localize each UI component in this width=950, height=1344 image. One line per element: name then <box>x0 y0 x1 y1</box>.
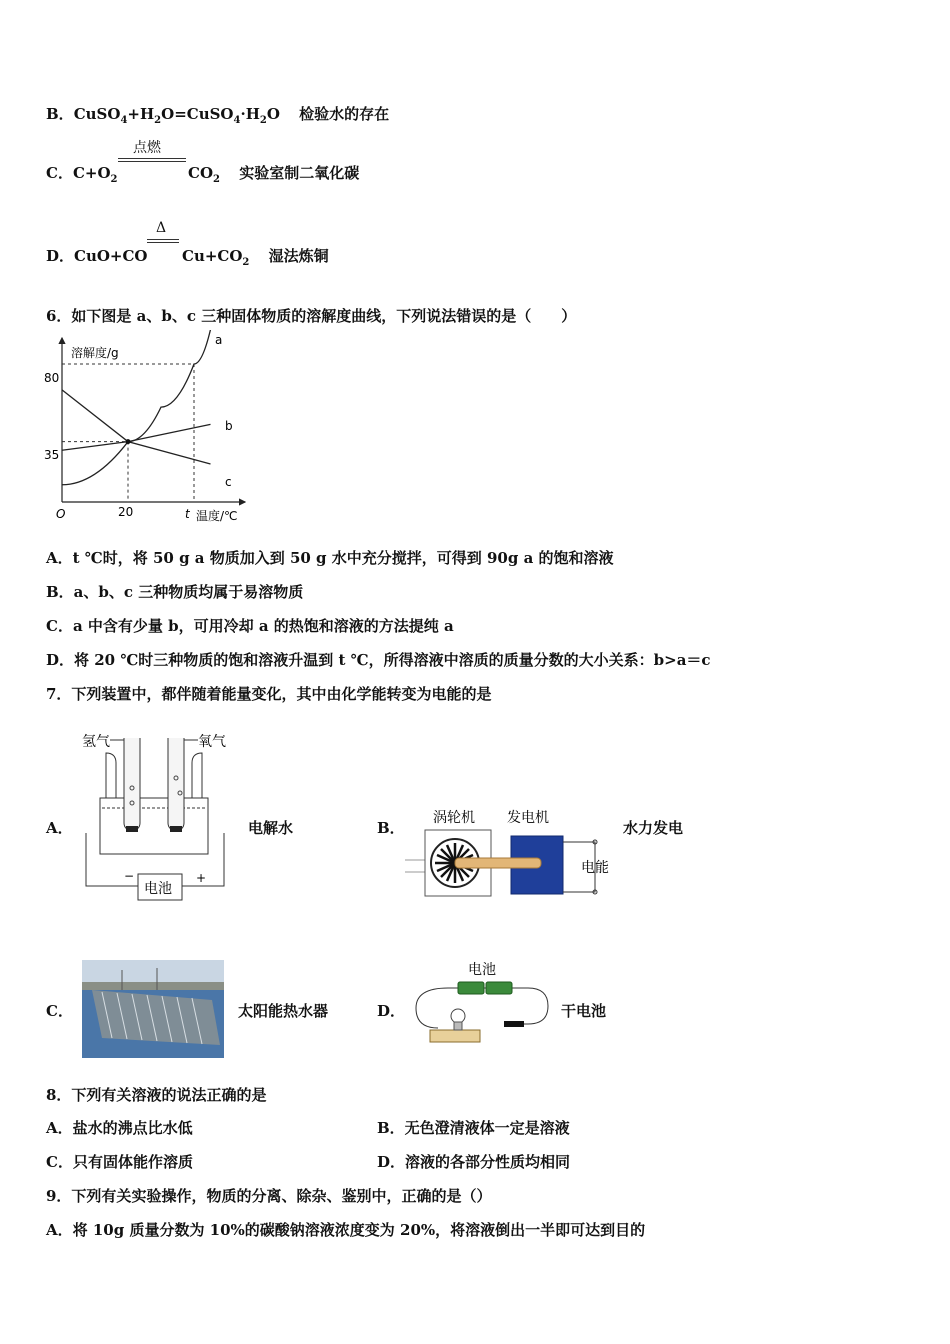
y-tick-35: 35 <box>44 448 60 462</box>
q7-option-a-caption: 电解水 <box>248 819 294 837</box>
minus-sign: − <box>124 869 135 883</box>
q5-option-d-rhs: $Cu+CO_2$ 湿法炼铜 <box>182 247 329 268</box>
q6-option-c: C．a 中含有少量 b，可用冷却 a 的热饱和溶液的方法提纯 a <box>46 617 454 635</box>
series-c-curve <box>62 390 211 464</box>
q7-option-b-caption: 水力发电 <box>623 819 684 837</box>
q7-option-a-letter: A． <box>46 819 73 837</box>
q9-option-a: A．将 10g 质量分数为 10%的碳酸钠溶液浓度变为 20%，将溶液倒出一半即可达到目的 <box>46 1221 646 1239</box>
turbine-label: 涡轮机 <box>433 810 475 826</box>
q8-stem: 8．下列有关溶液的说法正确的是 <box>46 1086 267 1104</box>
oxygen-label: 氧气 <box>198 734 226 750</box>
dry-cell-battery-label: 电池 <box>468 962 496 978</box>
solubility-chart <box>40 330 255 530</box>
generator-label: 发电机 <box>507 810 549 826</box>
y-tick-80: 80 <box>44 371 60 385</box>
series-label-a: a <box>215 333 223 347</box>
q9-stem: 9．下列有关实验操作，物质的分离、除杂、鉴别中，正确的是（） <box>46 1187 492 1205</box>
series-b-curve <box>62 424 211 450</box>
x-tick-t: t <box>185 507 190 521</box>
x-axis-label: 温度/℃ <box>196 509 238 523</box>
q8-option-b: B．无色澄清液体一定是溶液 <box>377 1119 570 1137</box>
q6-option-d: D．将 20 ℃时三种物质的饱和溶液升温到 t ℃，所得溶液中溶质的质量分数的大小关系：b>a＝c <box>46 651 711 669</box>
series-label-c: c <box>225 475 232 489</box>
q7-option-c-letter: C． <box>46 1002 73 1020</box>
y-axis-label: 溶解度/g <box>71 346 119 360</box>
q5-c-condition: 点燃 <box>133 140 161 156</box>
q7-option-d-letter: D． <box>377 1002 406 1020</box>
q5-d-equals <box>147 239 179 243</box>
q6-option-a: A．t ℃时，将 50 g a 物质加入到 50 g 水中充分搅拌，可得到 90g a 的饱和溶液 <box>46 549 614 567</box>
q6-option-b: B．a、b、c 三种物质均属于易溶物质 <box>46 583 304 601</box>
series-label-b: b <box>225 419 233 433</box>
intersection-point <box>126 439 131 444</box>
solar-heater-photo <box>82 960 224 1058</box>
q5-option-c-rhs: $CO_2$ 实验室制二氧化碳 <box>188 164 360 185</box>
q8-option-a: A．盐水的沸点比水低 <box>46 1119 193 1137</box>
q5-option-d: D．CuO+CO <box>46 247 148 265</box>
q5-d-condition: Δ <box>156 220 167 236</box>
battery-label: 电池 <box>144 881 172 897</box>
q6-stem: 6．如下图是 a、b、c 三种固体物质的溶解度曲线，下列说法错误的是（ ） <box>46 307 577 325</box>
q8-option-d: D．溶液的各部分性质均相同 <box>377 1153 571 1171</box>
hydrogen-label: 氢气 <box>82 734 110 750</box>
plus-sign: + <box>196 871 207 885</box>
q7-stem: 7．下列装置中，都伴随着能量变化，其中由化学能转变为电能的是 <box>46 685 492 703</box>
q7-option-c-caption: 太阳能热水器 <box>238 1002 329 1020</box>
q7-option-b-letter: B． <box>377 819 405 837</box>
q5-option-c: C．$C+O_2$ <box>46 164 118 185</box>
q5-option-b: B．$CuSO_4+H_2O=CuSO_4\cdot H_2O$ 检验水的存在 <box>46 105 390 126</box>
dry-cell-circuit <box>408 958 553 1048</box>
q5-c-equals <box>118 158 186 162</box>
energy-label: 电能 <box>581 860 609 876</box>
x-tick-20: 20 <box>118 505 134 519</box>
electrolysis-diagram <box>80 728 240 908</box>
origin-label: O <box>56 507 66 521</box>
hydropower-diagram <box>405 800 615 905</box>
q7-option-d-caption: 干电池 <box>561 1002 607 1020</box>
q8-option-c: C．只有固体能作溶质 <box>46 1153 193 1171</box>
